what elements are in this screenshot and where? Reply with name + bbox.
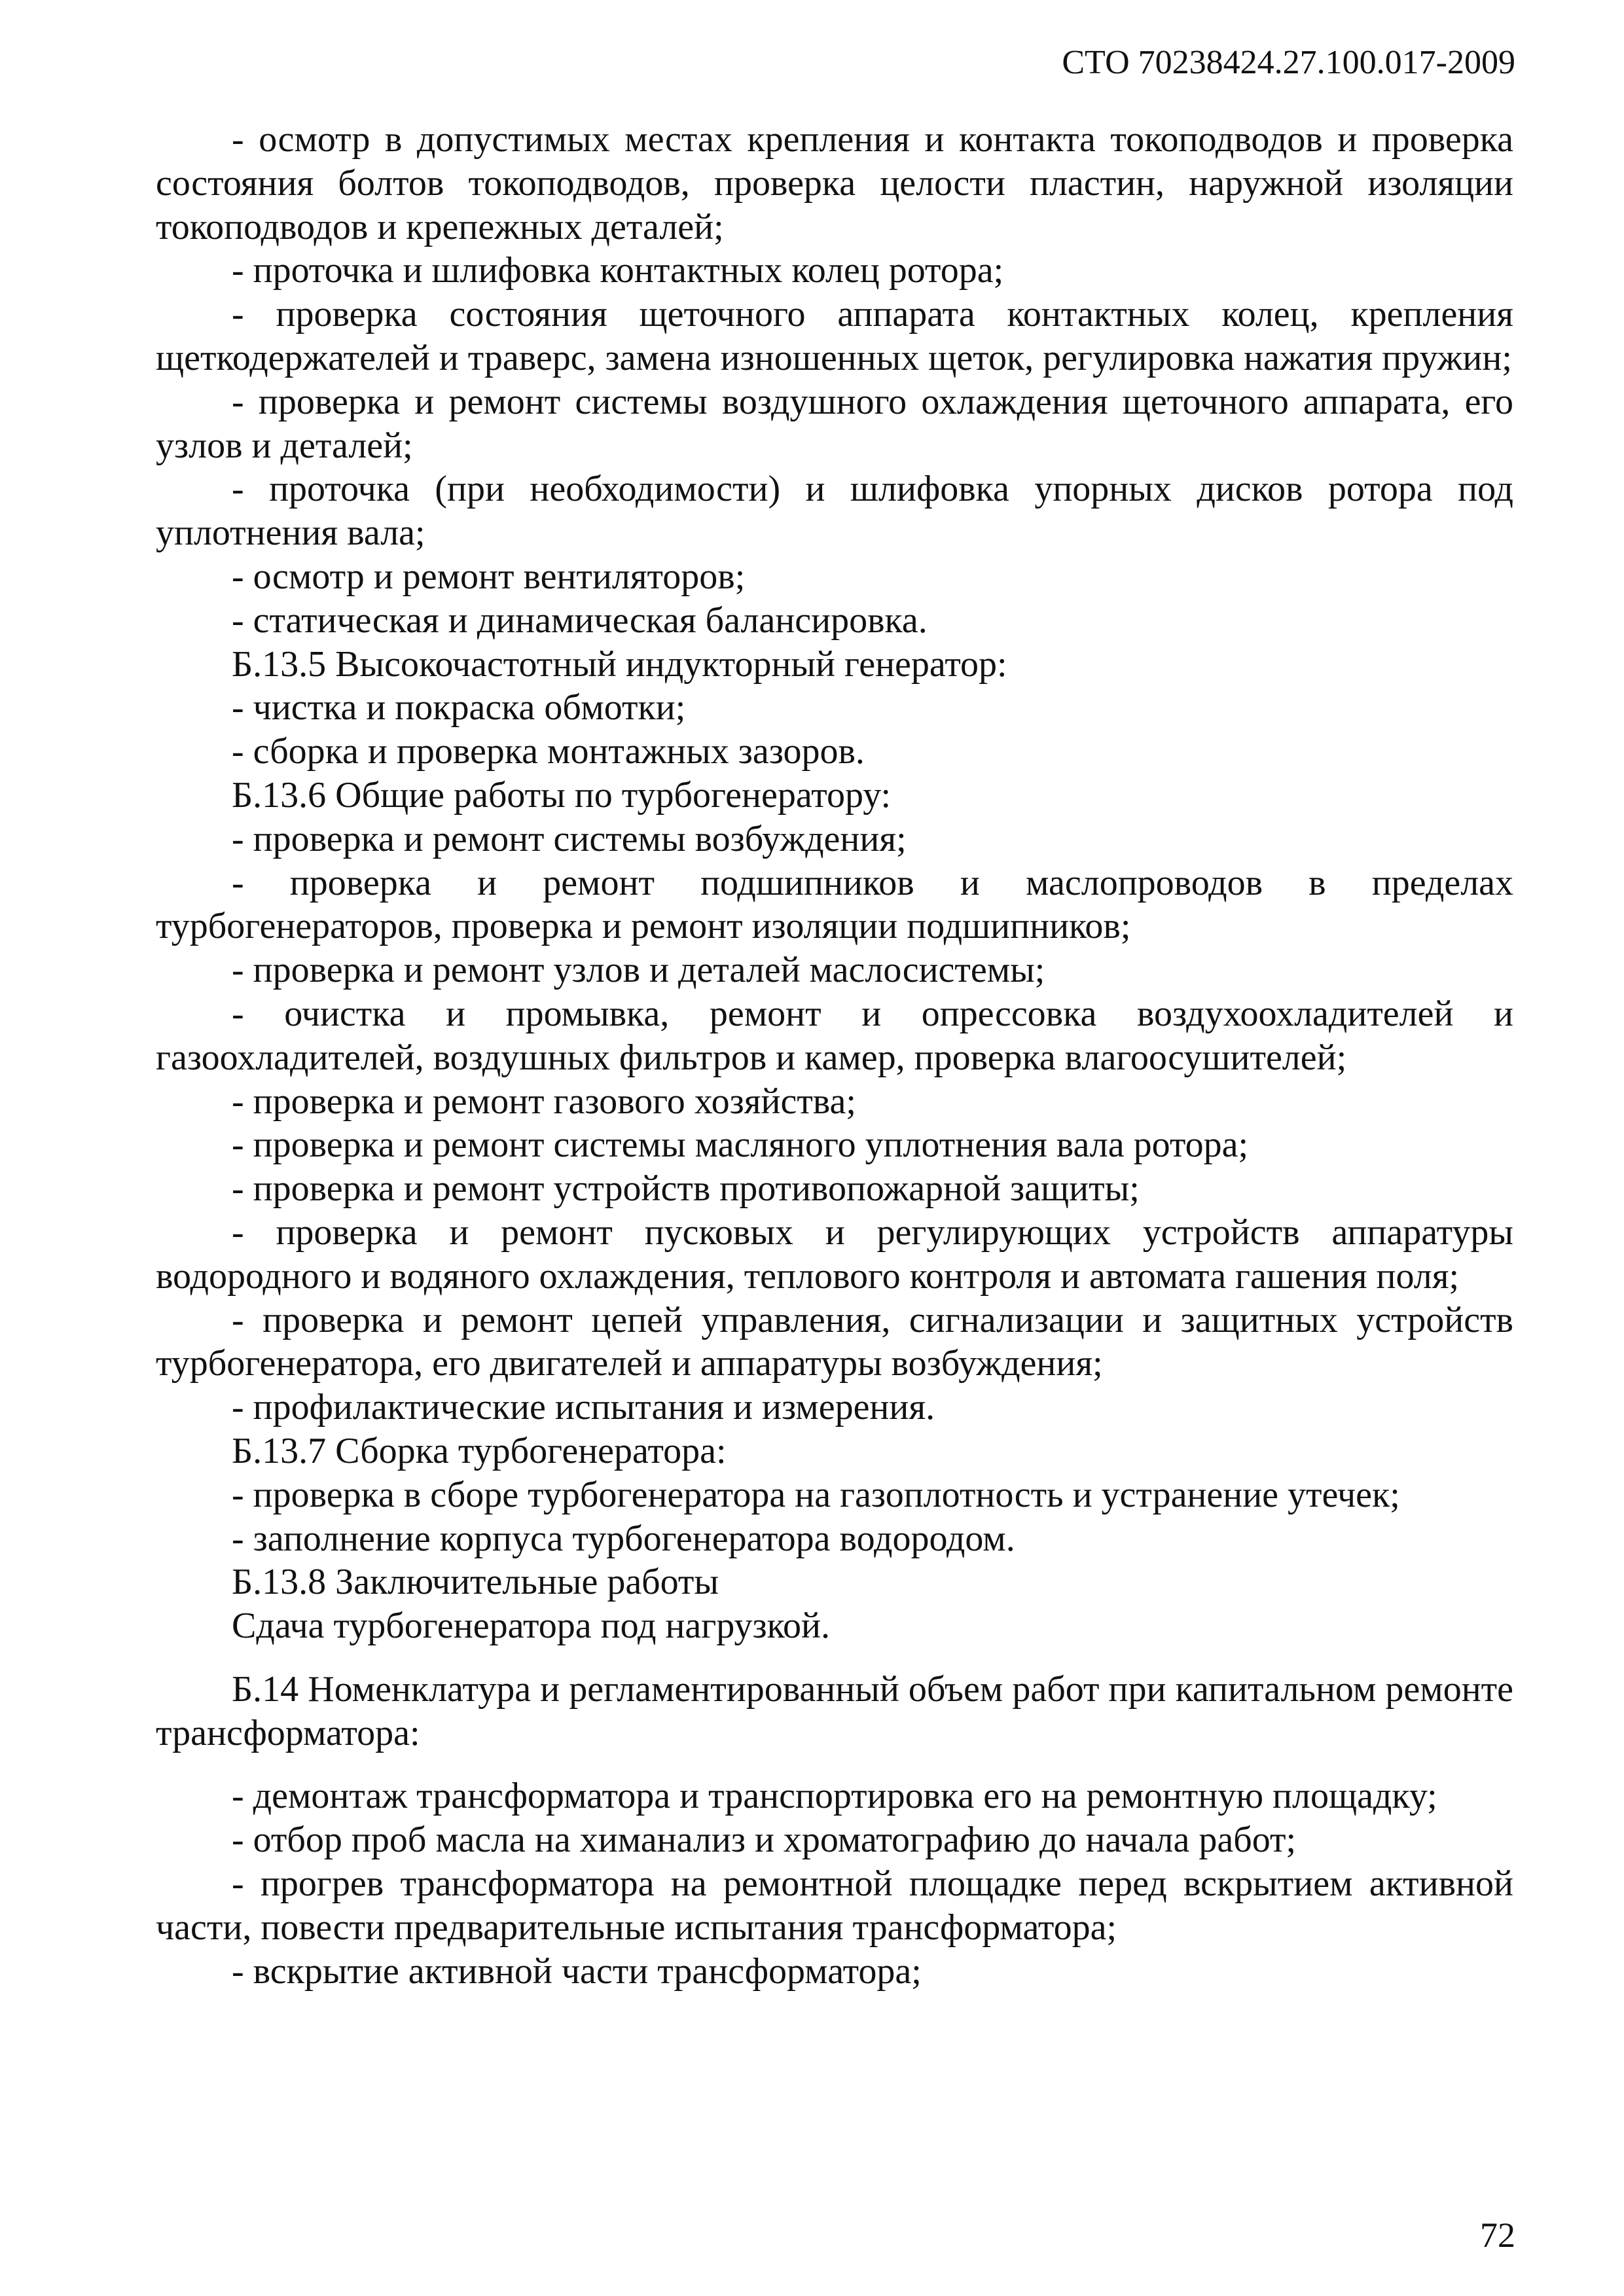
list-item: - проверка и ремонт узлов и деталей маслосистемы;	[232, 950, 1045, 991]
list-item: - вскрытие активной части трансформатора;	[232, 1950, 922, 1992]
list-item: - профилактические испытания и измерения.	[232, 1387, 935, 1428]
list-item: - проточка и шлифовка контактных колец ротора;	[232, 250, 1004, 291]
section-heading-b13-8: Б.13.8 Заключительные работы	[232, 1562, 719, 1603]
list-item: - статическая и динамическая балансировка.	[232, 600, 928, 641]
list-item: - осмотр в допустимых местах крепления и контакта токоподводов и проверка состояния болтов токоподводов, проверка целости пластин, наружной изоляции токоподводов и крепежных деталей;	[156, 119, 1513, 247]
list-item: - сборка и проверка монтажных зазоров.	[232, 731, 865, 772]
list-item: - проточка (при необходимости) и шлифовка упорных дисков ротора под уплотнения вала;	[156, 469, 1513, 554]
list-item: - проверка и ремонт системы возбуждения;	[232, 818, 907, 859]
list-item: - демонтаж трансформатора и транспортировка его на ремонтную площадку;	[232, 1776, 1437, 1817]
list-item: - проверка и ремонт газового хозяйства;	[232, 1081, 856, 1122]
list-item: - проверка и ремонт пусковых и регулирующих устройств аппаратуры водородного и водяного охлаждения, теплового контроля и автомата гашения поля;	[156, 1211, 1513, 1297]
list-item: - заполнение корпуса турбогенератора водородом.	[232, 1518, 1015, 1559]
list-item: - проверка и ремонт цепей управления, сигнализации и защитных устройств турбогенератора, его двигателей и аппаратуры возбуждения;	[156, 1299, 1513, 1384]
document-body	[156, 118, 1513, 1993]
list-item: - осмотр и ремонт вентиляторов;	[232, 556, 746, 597]
section-heading-b14: Б.14 Номенклатура и регламентированный объем работ при капитальном ремонте трансформатора:	[156, 1668, 1513, 1753]
list-item: - отбор проб масла на химанализ и хроматографию до начала работ;	[232, 1820, 1296, 1861]
list-item: - проверка и ремонт устройств противопожарной защиты;	[232, 1168, 1140, 1210]
page-number: 72	[1480, 2215, 1515, 2255]
list-item: - проверка и ремонт системы воздушного охлаждения щеточного аппарата, его узлов и деталей;	[156, 381, 1513, 466]
list-item: - чистка и покраска обмотки;	[232, 687, 686, 728]
list-item: - проверка и ремонт подшипников и маслопроводов в пределах турбогенераторов, проверка и ремонт изоляции подшипников;	[156, 862, 1513, 947]
section-heading-b13-7: Б.13.7 Сборка турбогенератора:	[232, 1430, 727, 1471]
list-item: - очистка и промывка, ремонт и опрессовка воздухоохладителей и газоохладителей, воздушных фильтров и камер, проверка влагоосушителей;	[156, 993, 1513, 1078]
body-paragraph: Сдача турбогенератора под нагрузкой.	[232, 1605, 830, 1647]
list-item: - прогрев трансформатора на ремонтной площадке перед вскрытием активной части, повести предварительные испытания трансформатора;	[156, 1863, 1513, 1948]
section-heading-b13-5: Б.13.5 Высокочастотный индукторный генератор:	[232, 643, 1007, 685]
list-item: - проверка состояния щеточного аппарата контактных колец, крепления щеткодержателей и траверс, замена изношенных щеток, регулировка нажатия пружин;	[156, 294, 1513, 378]
list-item: - проверка в сборе турбогенератора на газоплотность и устранение утечек;	[232, 1474, 1400, 1515]
document-code-header: СТО 70238424.27.100.017-2009	[1062, 44, 1515, 81]
section-heading-b13-6: Б.13.6 Общие работы по турбогенератору:	[232, 774, 892, 816]
list-item: - проверка и ремонт системы масляного уплотнения вала ротора;	[232, 1124, 1249, 1166]
